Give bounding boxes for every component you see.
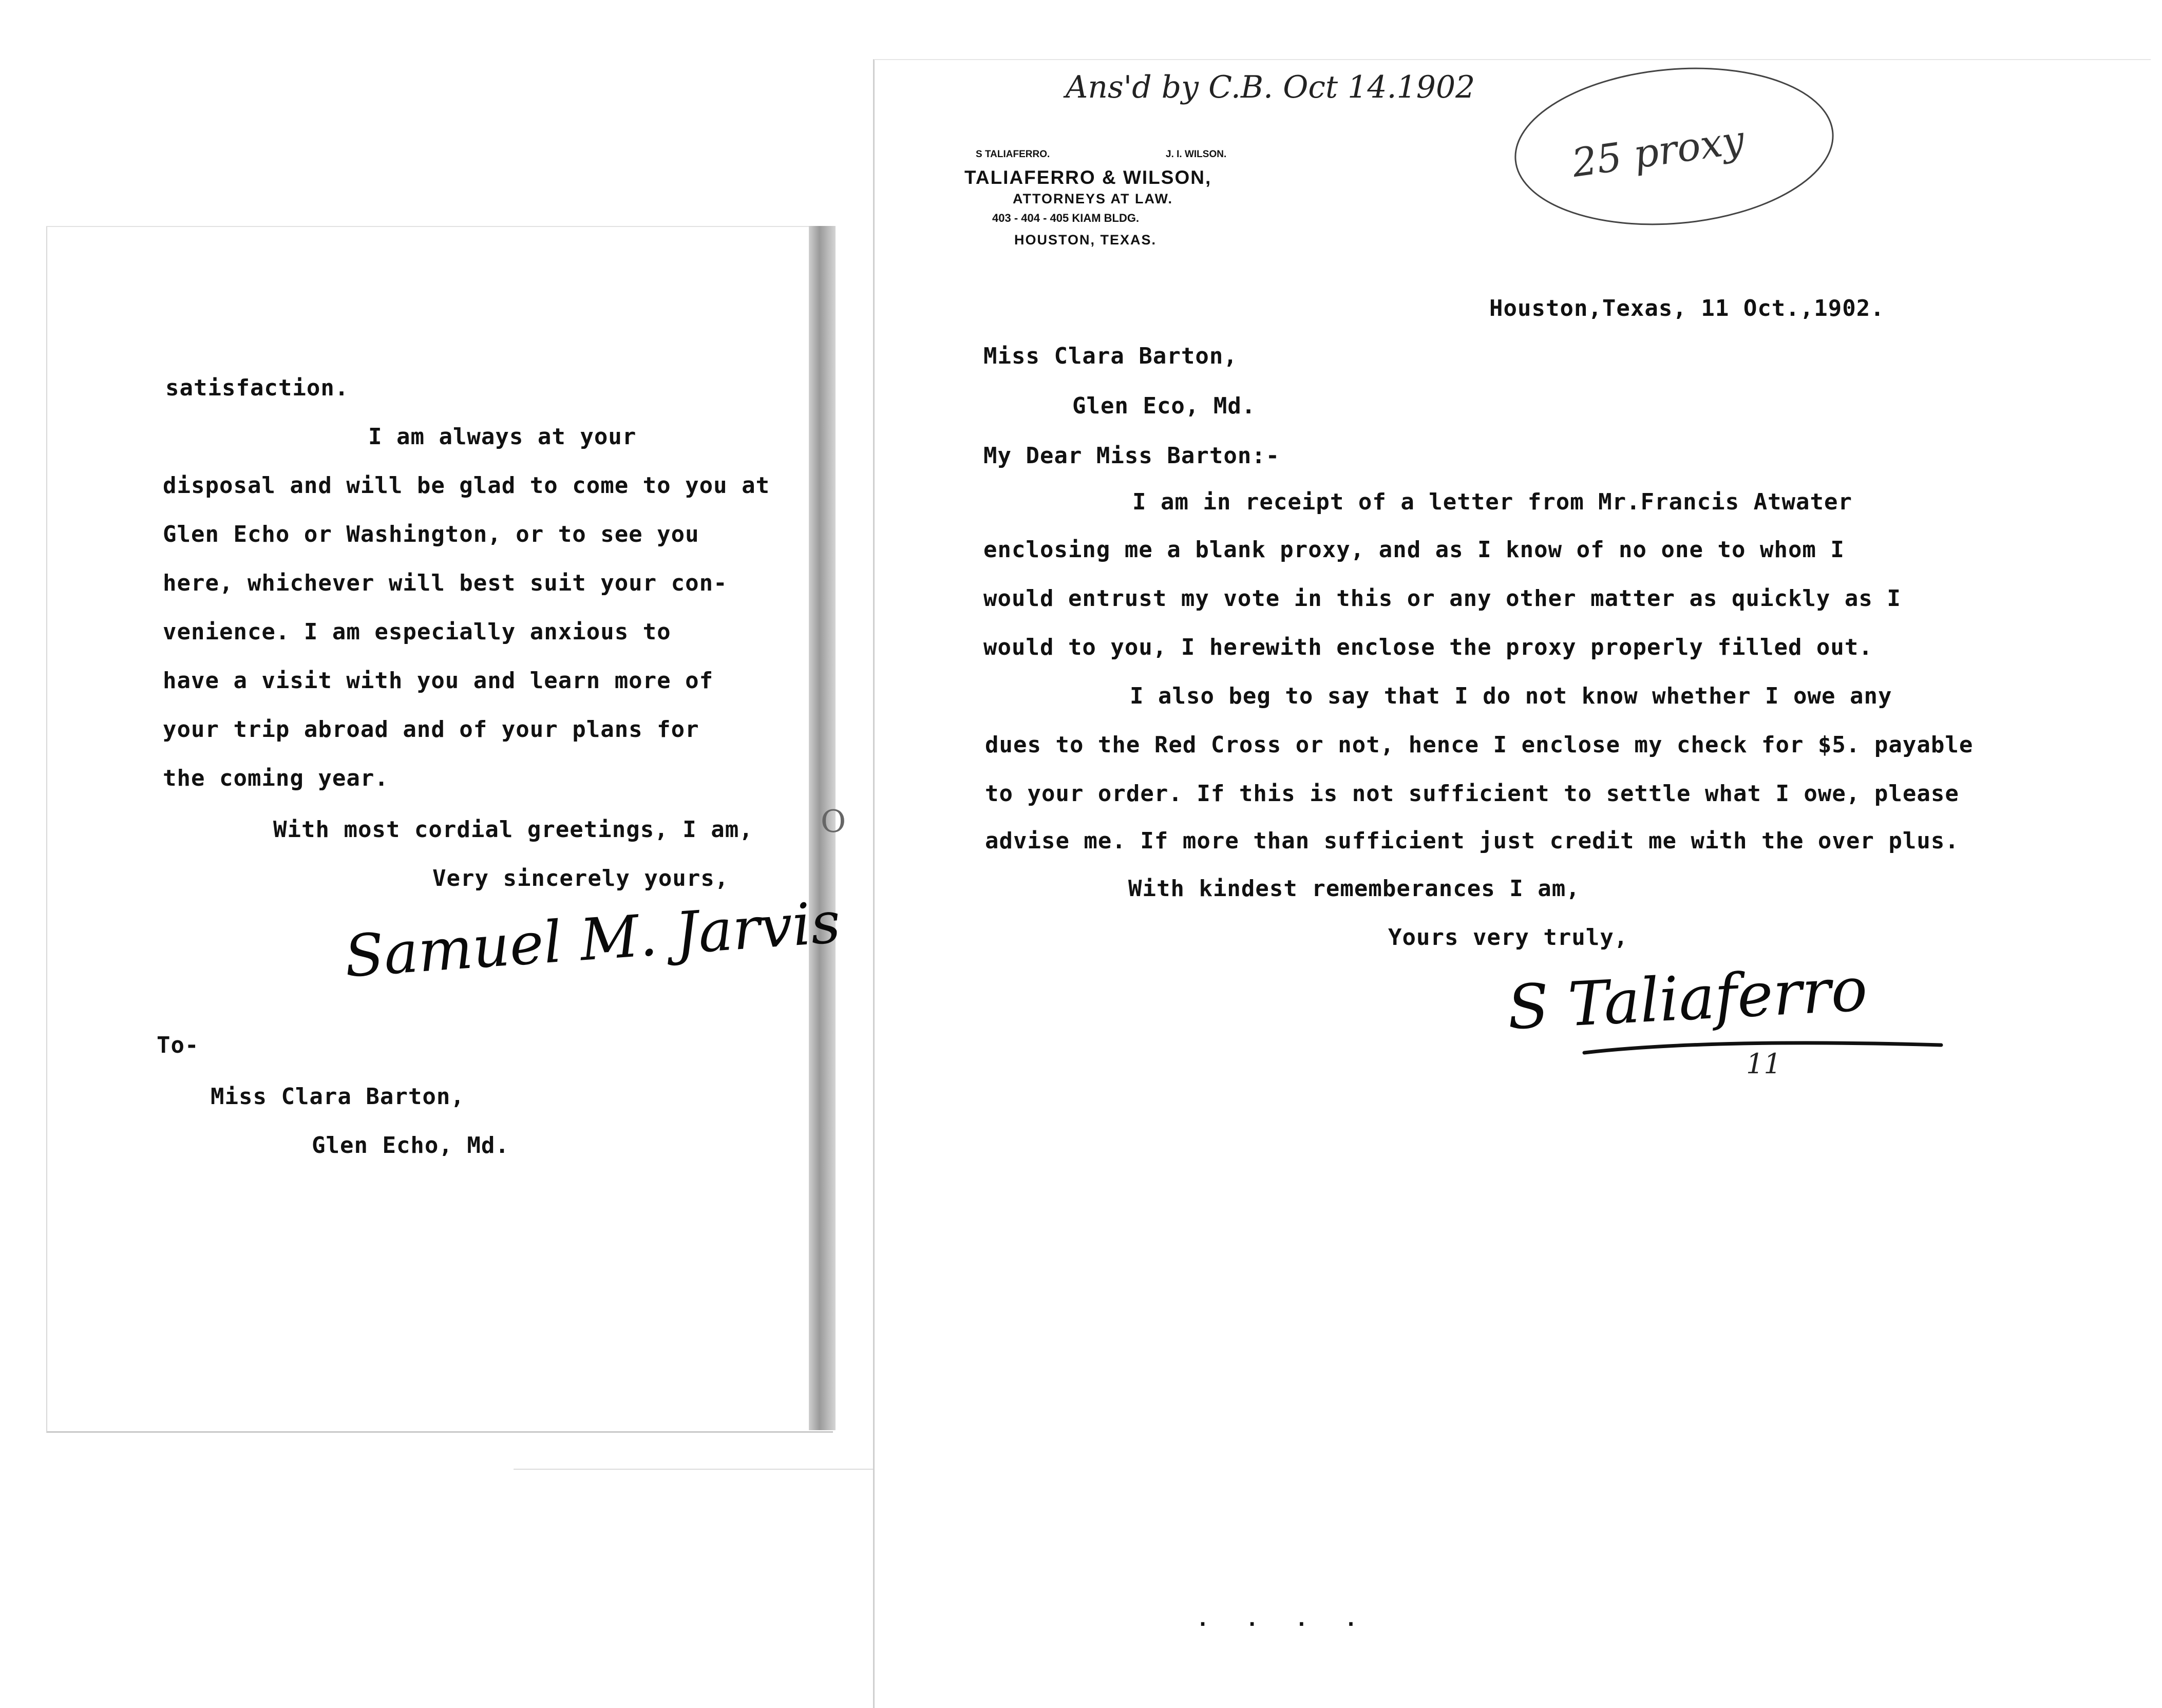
body-line-6: dues to the Red Cross or not, hence I enclose my check for $5. payable — [985, 732, 1974, 758]
left-line-9: the coming year. — [163, 765, 389, 791]
body-line-4: would to you, I herewith enclose the proxy properly filled out. — [983, 634, 1873, 660]
letterhead-city: HOUSTON, TEXAS. — [1014, 232, 1157, 248]
letterhead-partner-right: J. I. WILSON. — [1166, 149, 1227, 160]
signature-mark: 11 — [1746, 1048, 1781, 1080]
left-to-label: To- — [157, 1032, 199, 1058]
left-recipient-name: Miss Clara Barton, — [211, 1084, 465, 1110]
left-valediction: Very sincerely yours, — [432, 865, 729, 891]
left-line-8: your trip abroad and of your plans for — [163, 716, 699, 743]
fold-mark: O — [821, 804, 846, 840]
letter-date: Houston,Texas, 11 Oct.,1902. — [1489, 295, 1885, 321]
circled-note: 25 proxy — [1569, 116, 1747, 186]
letterhead-firm: TALIAFERRO & WILSON, — [964, 167, 1212, 188]
left-line-6: venience. I am especially anxious to — [163, 619, 671, 645]
scan-edge-rule — [514, 1469, 873, 1470]
left-line-7: have a visit with you and learn more of — [163, 668, 714, 694]
body-line-3: would entrust my vote in this or any other matter as quickly as I — [983, 585, 1901, 612]
left-line-4: Glen Echo or Washington, or to see you — [163, 521, 699, 547]
body-line-2: enclosing me a blank proxy, and as I know of no one to whom I — [983, 537, 1845, 563]
bottom-dots: . . . . — [1197, 1607, 1370, 1631]
body-line-5: I also beg to say that I do not know whether I owe any — [1130, 683, 1892, 709]
left-line-5: here, whichever will best suit your con- — [163, 570, 728, 596]
left-recipient-place: Glen Echo, Md. — [312, 1132, 509, 1159]
letterhead-partner-left: S TALIAFERRO. — [976, 149, 1050, 160]
left-closing: With most cordial greetings, I am, — [273, 817, 753, 843]
left-line-3: disposal and will be glad to come to you at — [163, 472, 770, 499]
right-recipient-name: Miss Clara Barton, — [983, 343, 1238, 369]
archival-annotation: Ans'd by C.B. Oct 14.1902 — [1066, 69, 1475, 105]
right-recipient-place: Glen Eco, Md. — [1072, 393, 1256, 419]
left-signature: Samuel M. Jarvis — [342, 889, 843, 991]
left-line-2: I am always at your — [368, 424, 637, 450]
letterhead-address: 403 - 404 - 405 KIAM BLDG. — [992, 212, 1140, 224]
salutation: My Dear Miss Barton:- — [983, 443, 1280, 469]
left-line-1: satisfaction. — [165, 375, 349, 401]
closing-line: With kindest rememberances I am, — [1128, 876, 1580, 902]
body-line-7: to your order. If this is not sufficient to settle what I owe, please — [985, 781, 1959, 807]
valediction: Yours very truly, — [1388, 924, 1628, 951]
letterhead-profession: ATTORNEYS AT LAW. — [1013, 191, 1173, 206]
body-line-1: I am in receipt of a letter from Mr.Francis Atwater — [1132, 489, 1853, 515]
right-signature: S Taliaferro — [1505, 953, 1869, 1043]
body-line-8: advise me. If more than sufficient just credit me with the over plus. — [985, 828, 1959, 854]
